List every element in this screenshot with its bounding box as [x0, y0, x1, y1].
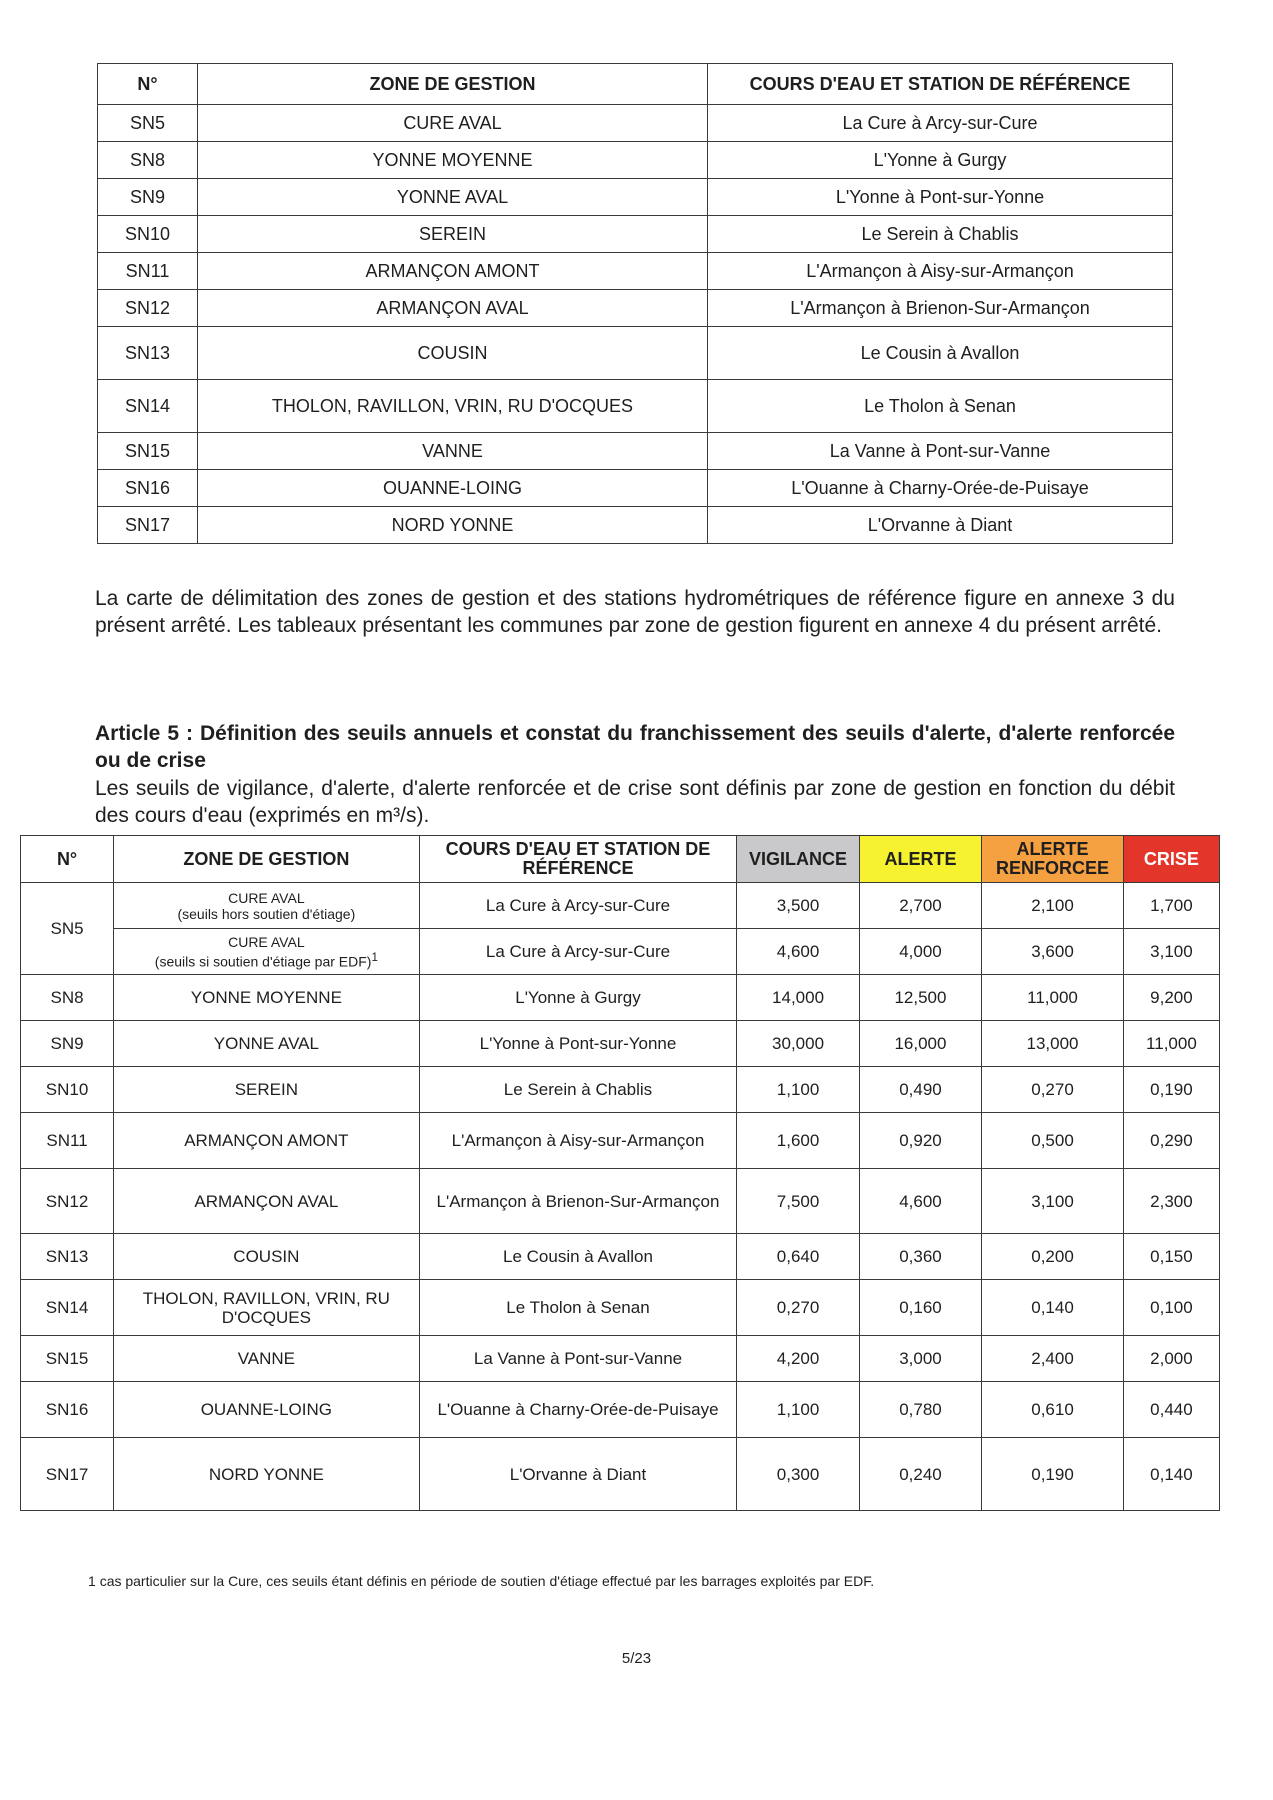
- cell-alerte: 3,000: [859, 1336, 981, 1382]
- cell-alerte-renforcee: 0,270: [982, 1067, 1124, 1113]
- cell-cours: L'Armançon à Brienon-Sur-Armançon: [419, 1169, 737, 1234]
- cell-n: SN11: [21, 1113, 114, 1169]
- cell-zone: YONNE AVAL: [114, 1021, 420, 1067]
- table-row: [98, 380, 1173, 433]
- table-row: [98, 253, 1173, 290]
- cell-cours: L'Yonne à Gurgy: [708, 142, 1173, 179]
- cell-alerte: 0,360: [859, 1234, 981, 1280]
- cell-crise: 1,700: [1123, 883, 1219, 929]
- table-row: [98, 470, 1173, 507]
- cell-n: SN9: [21, 1021, 114, 1067]
- cell-cours: La Cure à Arcy-sur-Cure: [708, 105, 1173, 142]
- footnote-text: cas particulier sur la Cure, ces seuils étant définis en période de soutien d'étiage effectué par les barrages exploités par EDF.: [99, 1573, 875, 1589]
- cell-alerte: 16,000: [859, 1021, 981, 1067]
- cell-cours: La Vanne à Pont-sur-Vanne: [708, 433, 1173, 470]
- cell-alerte: 0,490: [859, 1067, 981, 1113]
- header-n: N°: [98, 64, 198, 105]
- cell-n: SN10: [98, 216, 198, 253]
- cell-cours: L'Ouanne à Charny-Orée-de-Puisaye: [419, 1382, 737, 1438]
- cell-n: SN13: [21, 1234, 114, 1280]
- cell-cours: La Cure à Arcy-sur-Cure: [419, 883, 737, 929]
- cell-vigilance: 1,600: [737, 1113, 859, 1169]
- table-row: [98, 507, 1173, 544]
- table-row: [98, 327, 1173, 380]
- footnote: [88, 1573, 874, 1589]
- table-row: [21, 975, 1220, 1021]
- cell-zone: OUANNE-LOING: [198, 470, 708, 507]
- cell-zone: SEREIN: [114, 1067, 420, 1113]
- cell-zone: COUSIN: [114, 1234, 420, 1280]
- table-row: [21, 1382, 1220, 1438]
- cell-alerte-renforcee: 3,100: [982, 1169, 1124, 1234]
- cell-n: SN10: [21, 1067, 114, 1113]
- cell-alerte: 0,160: [859, 1280, 981, 1336]
- cell-vigilance: 0,640: [737, 1234, 859, 1280]
- cell-n: SN8: [98, 142, 198, 179]
- cell-alerte-renforcee: 3,600: [982, 929, 1124, 975]
- cell-zone: NORD YONNE: [114, 1438, 420, 1511]
- cell-n: SN12: [21, 1169, 114, 1234]
- cell-alerte: 4,600: [859, 1169, 981, 1234]
- cell-zone: ARMANÇON AVAL: [198, 290, 708, 327]
- cell-cours: L'Orvanne à Diant: [708, 507, 1173, 544]
- cell-cours: L'Armançon à Brienon-Sur-Armançon: [708, 290, 1173, 327]
- cell-n: SN14: [98, 380, 198, 433]
- cell-n: SN12: [98, 290, 198, 327]
- cell-crise: 0,440: [1123, 1382, 1219, 1438]
- cell-crise: 2,300: [1123, 1169, 1219, 1234]
- table-row: [21, 1438, 1220, 1511]
- header-zone: ZONE DE GESTION: [198, 64, 708, 105]
- cell-n: SN5: [21, 883, 114, 975]
- table-row: [21, 1113, 1220, 1169]
- cell-n: SN14: [21, 1280, 114, 1336]
- cell-cours: L'Ouanne à Charny-Orée-de-Puisaye: [708, 470, 1173, 507]
- cell-alerte: 2,700: [859, 883, 981, 929]
- cell-cours: L'Armançon à Aisy-sur-Armançon: [419, 1113, 737, 1169]
- cell-crise: 3,100: [1123, 929, 1219, 975]
- cell-zone: VANNE: [114, 1336, 420, 1382]
- cell-alerte-renforcee: 0,140: [982, 1280, 1124, 1336]
- cell-zone: THOLON, RAVILLON, VRIN, RU D'OCQUES: [114, 1280, 420, 1336]
- table-row: [21, 1280, 1220, 1336]
- cell-vigilance: 0,270: [737, 1280, 859, 1336]
- header-n: N°: [21, 836, 114, 883]
- header-crise: CRISE: [1123, 836, 1219, 883]
- cell-alerte-renforcee: 0,500: [982, 1113, 1124, 1169]
- cell-vigilance: 7,500: [737, 1169, 859, 1234]
- cell-cours: L'Yonne à Pont-sur-Yonne: [708, 179, 1173, 216]
- cell-alerte-renforcee: 0,190: [982, 1438, 1124, 1511]
- cell-n: SN17: [21, 1438, 114, 1511]
- cell-vigilance: 1,100: [737, 1382, 859, 1438]
- cell-cours: L'Yonne à Pont-sur-Yonne: [419, 1021, 737, 1067]
- table-row: [98, 105, 1173, 142]
- cell-vigilance: 3,500: [737, 883, 859, 929]
- cell-cours: Le Cousin à Avallon: [708, 327, 1173, 380]
- cell-cours: La Vanne à Pont-sur-Vanne: [419, 1336, 737, 1382]
- cell-n: SN5: [98, 105, 198, 142]
- table-row: [21, 1067, 1220, 1113]
- cell-alerte: 0,920: [859, 1113, 981, 1169]
- footnote-ref: 1: [88, 1573, 96, 1589]
- cell-alerte: 4,000: [859, 929, 981, 975]
- table-row: [21, 929, 1220, 975]
- thresholds-table: [20, 835, 1220, 1511]
- header-cours: COURS D'EAU ET STATION DE RÉFÉRENCE: [708, 64, 1173, 105]
- cell-zone: OUANNE-LOING: [114, 1382, 420, 1438]
- cell-crise: 0,290: [1123, 1113, 1219, 1169]
- table-row: [98, 433, 1173, 470]
- cell-zone: VANNE: [198, 433, 708, 470]
- table-row: [21, 883, 1220, 929]
- cell-zone: ARMANÇON AMONT: [114, 1113, 420, 1169]
- table-row: [98, 142, 1173, 179]
- cell-zone: NORD YONNE: [198, 507, 708, 544]
- cell-n: SN15: [98, 433, 198, 470]
- cell-zone: YONNE MOYENNE: [114, 975, 420, 1021]
- table-row: [21, 1169, 1220, 1234]
- article-5-title: Article 5 : Définition des seuils annuels et constat du franchissement des seuils d'alerte, d'alerte renforcée ou de crise: [95, 722, 1175, 772]
- cell-n: SN16: [21, 1382, 114, 1438]
- zone-note: (seuils si soutien d'étiage par EDF): [154, 953, 372, 970]
- cell-cours: Le Cousin à Avallon: [419, 1234, 737, 1280]
- cell-n: SN8: [21, 975, 114, 1021]
- cell-zone: [114, 883, 420, 929]
- table-row: [21, 1234, 1220, 1280]
- cell-n: SN13: [98, 327, 198, 380]
- cell-cours: Le Tholon à Senan: [419, 1280, 737, 1336]
- cell-zone: YONNE MOYENNE: [198, 142, 708, 179]
- cell-vigilance: 14,000: [737, 975, 859, 1021]
- cell-alerte: 0,240: [859, 1438, 981, 1511]
- cell-zone: ARMANÇON AMONT: [198, 253, 708, 290]
- table-header-row: [98, 64, 1173, 105]
- cell-cours: L'Orvanne à Diant: [419, 1438, 737, 1511]
- cell-alerte-renforcee: 13,000: [982, 1021, 1124, 1067]
- cell-n: SN11: [98, 253, 198, 290]
- cell-cours: Le Serein à Chablis: [419, 1067, 737, 1113]
- cell-crise: 0,150: [1123, 1234, 1219, 1280]
- header-alerte: ALERTE: [859, 836, 981, 883]
- header-alerte-renforcee: ALERTE RENFORCEE: [982, 836, 1124, 883]
- cell-zone: THOLON, RAVILLON, VRIN, RU D'OCQUES: [198, 380, 708, 433]
- cell-vigilance: 30,000: [737, 1021, 859, 1067]
- zone-note: (seuils hors soutien d'étiage): [177, 905, 356, 922]
- header-zone: ZONE DE GESTION: [114, 836, 420, 883]
- cell-alerte-renforcee: 11,000: [982, 975, 1124, 1021]
- table-row: [98, 179, 1173, 216]
- article-5-text: Les seuils de vigilance, d'alerte, d'alerte renforcée et de crise sont définis par zone de gestion en fonction du débit des cours d'eau (exprimés en m³/s).: [95, 777, 1175, 827]
- cell-n: SN16: [98, 470, 198, 507]
- zone-name: CURE AVAL: [228, 933, 305, 950]
- header-vigilance: VIGILANCE: [737, 836, 859, 883]
- table-row: [21, 1021, 1220, 1067]
- table-row: [98, 290, 1173, 327]
- footnote-ref: 1: [371, 950, 378, 964]
- cell-vigilance: 0,300: [737, 1438, 859, 1511]
- cell-crise: 0,190: [1123, 1067, 1219, 1113]
- cell-alerte-renforcee: 0,610: [982, 1382, 1124, 1438]
- page-number: 5/23: [621, 1650, 652, 1667]
- table-row: [21, 1336, 1220, 1382]
- table-row: [98, 216, 1173, 253]
- cell-n: SN9: [98, 179, 198, 216]
- cell-cours: La Cure à Arcy-sur-Cure: [419, 929, 737, 975]
- zone-name: CURE AVAL: [228, 889, 305, 906]
- cell-n: SN15: [21, 1336, 114, 1382]
- table-header-row: [21, 836, 1220, 883]
- cell-vigilance: 4,200: [737, 1336, 859, 1382]
- cell-zone: ARMANÇON AVAL: [114, 1169, 420, 1234]
- cell-n: SN17: [98, 507, 198, 544]
- cell-vigilance: 1,100: [737, 1067, 859, 1113]
- cell-alerte: 12,500: [859, 975, 981, 1021]
- paragraph-annexes: La carte de délimitation des zones de gestion et des stations hydrométriques de référence figure en annexe 3 du présent arrêté. Les tableaux présentant les communes par zone de gestion figurent en annexe 4 du présent arrêté.: [95, 587, 1175, 637]
- cell-cours: L'Yonne à Gurgy: [419, 975, 737, 1021]
- cell-zone: SEREIN: [198, 216, 708, 253]
- cell-alerte: 0,780: [859, 1382, 981, 1438]
- cell-crise: 9,200: [1123, 975, 1219, 1021]
- cell-crise: 11,000: [1123, 1021, 1219, 1067]
- cell-alerte-renforcee: 2,100: [982, 883, 1124, 929]
- cell-alerte-renforcee: 2,400: [982, 1336, 1124, 1382]
- cell-zone: CURE AVAL: [198, 105, 708, 142]
- cell-zone: COUSIN: [198, 327, 708, 380]
- header-cours: COURS D'EAU ET STATION DE RÉFÉRENCE: [419, 836, 737, 883]
- cell-cours: Le Serein à Chablis: [708, 216, 1173, 253]
- cell-crise: 0,100: [1123, 1280, 1219, 1336]
- cell-cours: Le Tholon à Senan: [708, 380, 1173, 433]
- cell-crise: 2,000: [1123, 1336, 1219, 1382]
- cell-zone: YONNE AVAL: [198, 179, 708, 216]
- cell-crise: 0,140: [1123, 1438, 1219, 1511]
- cell-vigilance: 4,600: [737, 929, 859, 975]
- cell-alerte-renforcee: 0,200: [982, 1234, 1124, 1280]
- cell-cours: L'Armançon à Aisy-sur-Armançon: [708, 253, 1173, 290]
- zones-table: [97, 63, 1173, 544]
- cell-zone: [114, 929, 420, 975]
